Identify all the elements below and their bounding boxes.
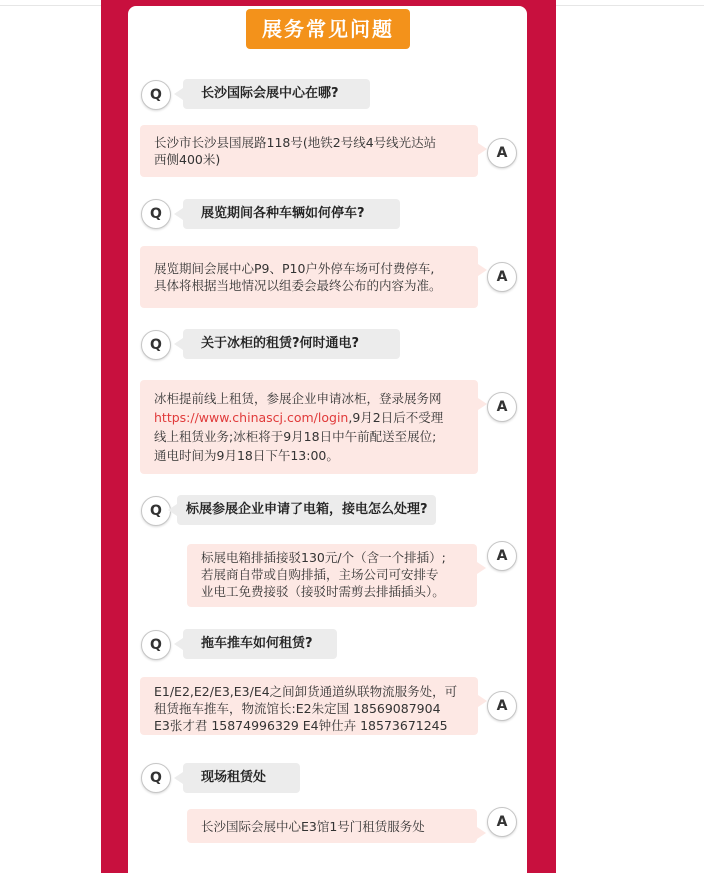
faq-question-6[interactable]: 现场租赁处 [183,763,300,793]
answer-badge-5: A [487,691,517,721]
faq-answer-6 [187,809,477,843]
faq-answer-5 [140,677,478,735]
faq-answer-1-line-2: 西侧400米) [154,152,221,167]
question-badge-3: Q [141,330,171,360]
faq-answer-3-line-1: 冰柜提前线上租赁，参展企业申请冰柜，登录展务网 [154,391,442,406]
question-badge-5: Q [141,630,171,660]
faq-answer-2-line-1: 展览期间会展中心P9、P10户外停车场可付费停车, [154,261,435,276]
faq-answer-4-line-1: 标展电箱排插接驳130元/个（含一个排插）; [201,550,446,565]
faq-answer-3-line-2 [154,408,468,427]
faq-answer-5-line-2: 租赁拖车推车，物流馆长:E2朱定国 18569087904 [154,701,441,716]
faq-answer-4-line-2: 若展商自带或自购排插，主场公司可安排专 [201,567,439,582]
answer-badge-4: A [487,541,517,571]
faq-section-title: 展务常见问题 [246,9,410,49]
faq-answer-5-line-3: E3张才君 15874996329 E4钟仕卉 18573671245 [154,718,448,733]
faq-answer-3-line-2-rest: ,9月2日后不受理 [348,410,444,425]
faq-answer-2-line-2: 具体将根据当地情况以组委会最终公布的内容为准。 [154,278,442,293]
faq-answer-2 [140,246,478,308]
faq-answer-6-line-1: 长沙国际会展中心E3馆1号门租赁服务处 [201,819,425,834]
answer-badge-2: A [487,262,517,292]
login-url-link[interactable]: https://www.chinascj.com/login [154,410,349,425]
faq-question-4[interactable]: 标展参展企业申请了电箱，接电怎么处理? [177,495,436,525]
question-badge-4: Q [141,496,171,526]
faq-answer-1 [140,125,478,177]
answer-badge-3: A [487,392,517,422]
question-badge-1: Q [141,80,171,110]
faq-answer-1-line-1: 长沙市长沙县国展路118号(地铁2号线4号线光达站 [154,135,437,150]
faq-answer-4 [187,544,477,607]
faq-question-2[interactable]: 展览期间各种车辆如何停车? [183,199,400,229]
question-badge-2: Q [141,199,171,229]
faq-answer-3 [140,380,478,474]
faq-question-5[interactable]: 拖车推车如何租赁? [183,629,337,659]
question-badge-6: Q [141,763,171,793]
faq-answer-4-line-3: 业电工免费接驳（接驳时需剪去排插插头）。 [201,584,445,599]
faq-answer-5-line-1: E1/E2,E2/E3,E3/E4之间卸货通道纵联物流服务处，可 [154,684,458,699]
faq-question-3[interactable]: 关于冰柜的租赁?何时通电? [183,329,400,359]
faq-question-1[interactable]: 长沙国际会展中心在哪? [183,79,370,109]
answer-badge-1: A [487,138,517,168]
answer-badge-6: A [487,807,517,837]
faq-answer-3-line-4: 通电时间为9月18日下午13:00。 [154,448,339,463]
faq-answer-3-line-3: 线上租赁业务;冰柜将于9月18日中午前配送至展位; [154,429,437,444]
